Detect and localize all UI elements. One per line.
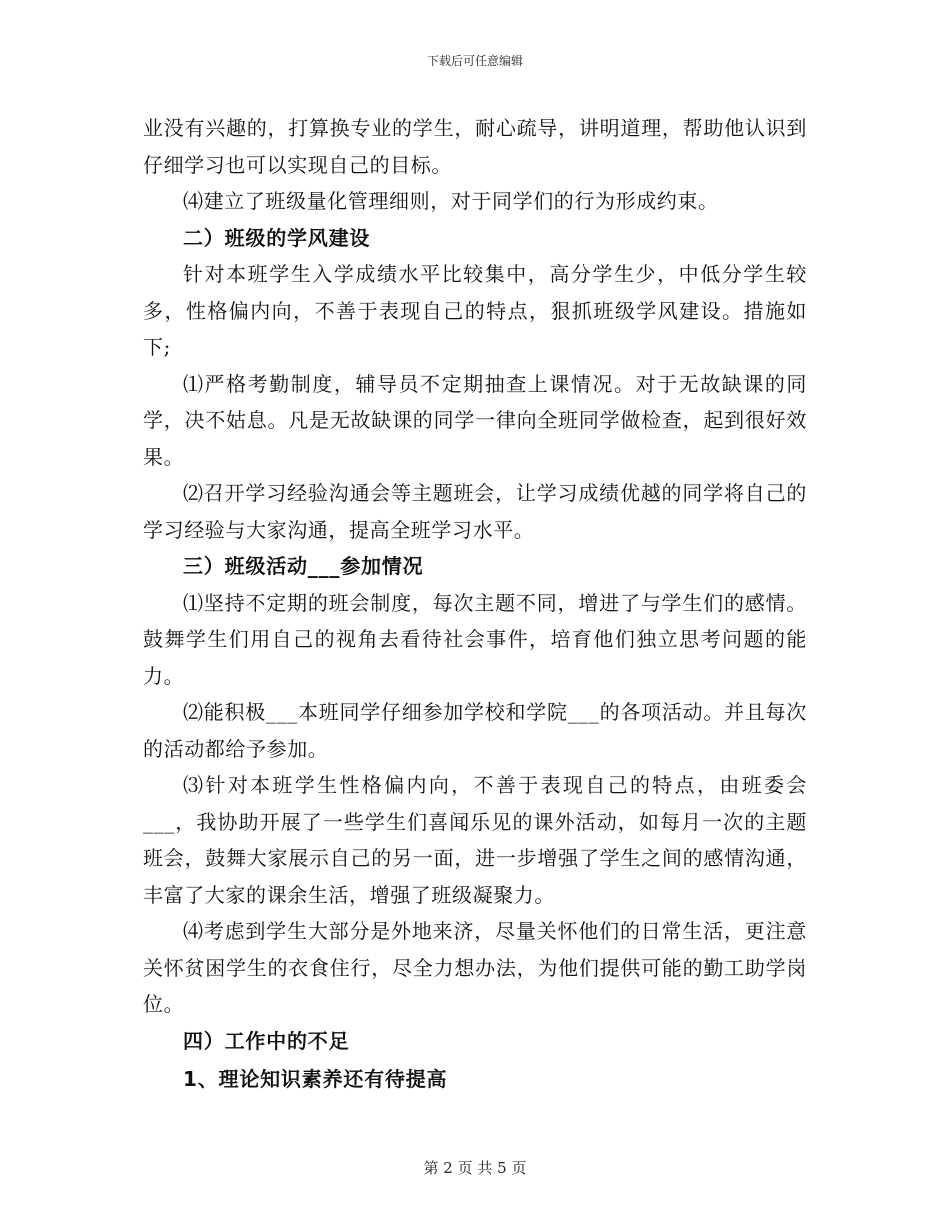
page-header: 下载后可任意编辑 bbox=[426, 54, 523, 68]
paragraph-item-4-care: ⑷考虑到学生大部分是外地来济，尽量关怀他们的日常生活，更注意关怀贫困学生的衣食住行，尽全力想办法，为他们提供可能的勤工助学岗位。 bbox=[143, 919, 807, 1016]
paragraph-study-style-intro: 针对本班学生入学成绩水平比较集中，高分学生少，中低分学生较多，性格偏内向，不善于表现自己的特点，狠抓班级学风建设。措施如下; bbox=[143, 262, 807, 359]
paragraph-item-2-participation: ⑵能积极___本班同学仔细参加学校和学院___的各项活动。并且每次的活动都给予参加。 bbox=[143, 700, 807, 761]
section-heading-shortcomings: 四）工作中的不足 bbox=[183, 1028, 350, 1053]
paragraph-item-2-study-meeting: ⑵召开学习经验沟通会等主题班会，让学习成绩优越的同学将自己的学习经验与大家沟通，提高全班学习水平。 bbox=[143, 481, 807, 542]
paragraph-item-1-class-meeting: ⑴坚持不定期的班会制度，每次主题不同，增进了与学生们的感情。鼓舞学生们用自己的视角去看待社会事件，培育他们独立思考问题的能力。 bbox=[143, 590, 807, 688]
page-footer: 第 2 页 共 5 页 bbox=[423, 1159, 527, 1177]
paragraph-item-1-attendance: ⑴严格考勤制度，辅导员不定期抽查上课情况。对于无故缺课的同学，决不姑息。凡是无故缺课的同学一律向全班同学做检查，起到很好效果。 bbox=[143, 371, 807, 469]
subsection-heading-theory: 1、理论知识素养还有待提高 bbox=[183, 1067, 448, 1091]
paragraph-item-4-management: ⑷建立了班级量化管理细则，对于同学们的行为形成约束。 bbox=[183, 189, 719, 213]
paragraph-item-3-extracurricular: ⑶针对本班学生性格偏内向，不善于表现自己的特点，由班委会___，我协助开展了一些学生们喜闻乐见的课外活动，如每月一次的主题班会，鼓舞大家展示自己的另一面，进一步增强了学生之间的感情沟通，丰富了大家的课余生活，增强了班级凝聚力。 bbox=[143, 773, 807, 907]
section-heading-activities: 三）班级活动___参加情况 bbox=[183, 554, 424, 578]
document-body bbox=[143, 110, 807, 1098]
section-heading-study-style: 二）班级的学风建设 bbox=[183, 225, 371, 250]
paragraph-continuation: 业没有兴趣的，打算换专业的学生，耐心疏导，讲明道理，帮助他认识到仔细学习也可以实现自己的目标。 bbox=[143, 116, 807, 177]
